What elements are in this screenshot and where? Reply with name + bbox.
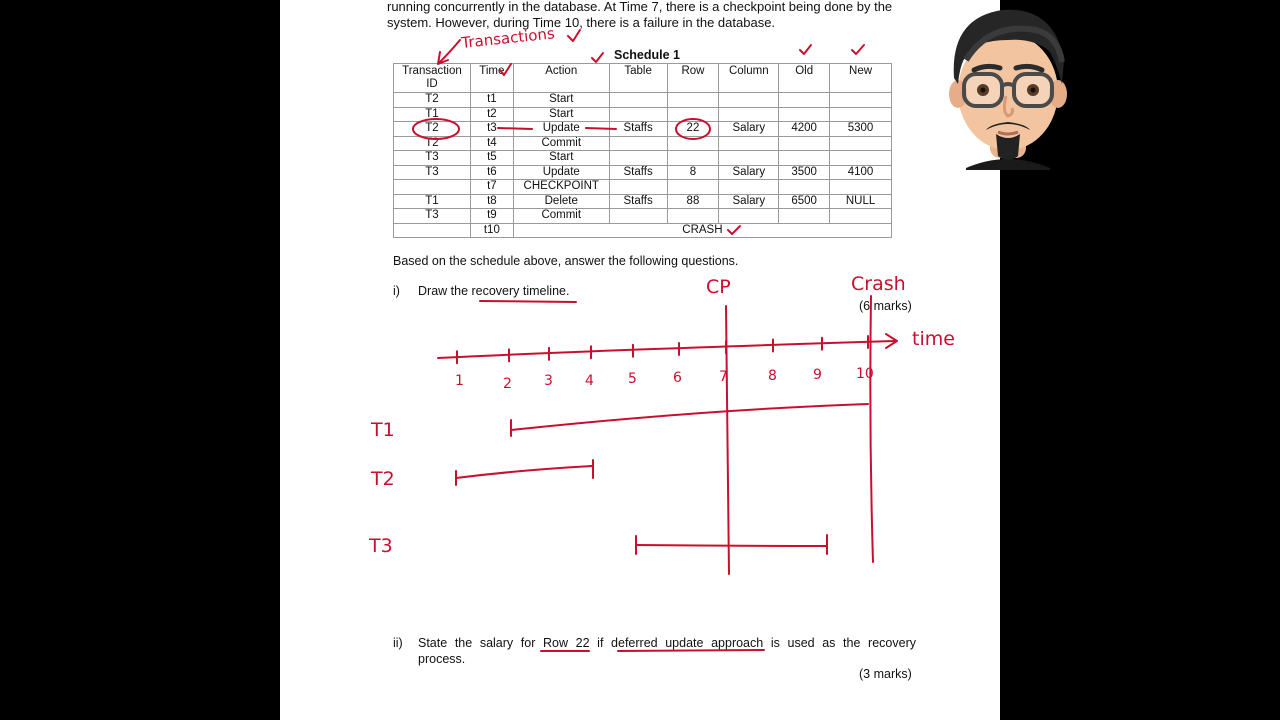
cell-time: t4 [470,136,513,151]
tick-label: 6 [673,370,682,386]
table-row [394,122,892,137]
table-row [394,194,892,209]
cell-action: Update [513,122,609,137]
lane-label-t1: T1 [371,419,395,441]
cell-row: 8 [667,165,719,180]
cell-column [719,209,779,224]
intro-paragraph [387,0,917,31]
cell-table: Staffs [609,194,667,209]
cell-old [779,180,830,195]
cell-table: Staffs [609,165,667,180]
cell-column: Salary [719,194,779,209]
cell-row [667,136,719,151]
tick-label: 1 [455,373,464,389]
cell-row [667,107,719,122]
cell-table [609,151,667,166]
cell-action: Start [513,107,609,122]
table-row [394,93,892,108]
table-row [394,180,892,195]
cell-new [830,151,892,166]
lane-label-t3: T3 [369,535,393,557]
cell-new [830,136,892,151]
question-1-text: Draw the recovery timeline. [418,284,570,298]
table-header-row [394,64,892,93]
questions-intro: Based on the schedule above, answer the following questions. [393,254,739,268]
cell-old: 4200 [779,122,830,137]
cell-column [719,180,779,195]
cell-table [609,107,667,122]
cell-row [667,151,719,166]
cell-tid: T3 [394,165,471,180]
cell-row: 22 [667,122,719,137]
tick-label: 2 [503,376,512,392]
cell-time: t7 [470,180,513,195]
tick-label: 3 [544,373,553,389]
cell-column [719,151,779,166]
cell-table [609,93,667,108]
cell-row [667,180,719,195]
crash-label-handwritten: Crash [851,273,906,295]
cell-time: t8 [470,194,513,209]
cell-tid: T3 [394,209,471,224]
cell-time: t6 [470,165,513,180]
cell-tid: T2 [394,122,471,137]
header-new: New [830,64,892,93]
cell-time: t3 [470,122,513,137]
intro-line-1: running concurrently in the database. At Time 7, there is a checkpoint being done by the [387,0,893,14]
cell-action: CHECKPOINT [513,180,609,195]
table-row [394,136,892,151]
cell-action: Update [513,165,609,180]
cell-row [667,93,719,108]
cell-time: t1 [470,93,513,108]
lane-label-t2: T2 [371,468,395,490]
cell-row [667,209,719,224]
cell-column [719,93,779,108]
tick-label: 5 [628,371,637,387]
worksheet-page [280,0,1000,720]
transactions-label: Transactions [460,24,556,52]
tick-label: 9 [813,367,822,383]
cell-old: 3500 [779,165,830,180]
table-row [394,209,892,224]
header-transaction-id: Transaction ID [394,64,471,93]
cell-tid: T1 [394,107,471,122]
cell-old [779,151,830,166]
table-row [394,107,892,122]
header-column: Column [719,64,779,93]
cell-tid [394,223,471,238]
header-action: Action [513,64,609,93]
question-2-number: ii) [393,636,403,650]
memoji-avatar-icon [936,0,1080,170]
cell-new: NULL [830,194,892,209]
question-2-marks: (3 marks) [859,667,912,681]
header-table: Table [609,64,667,93]
tick-label: 8 [768,368,777,384]
header-time: Time [470,64,513,93]
cell-tid: T1 [394,194,471,209]
schedule-table [393,63,892,238]
table-row [394,151,892,166]
cell-table: Staffs [609,122,667,137]
cell-new [830,180,892,195]
cell-action: Start [513,93,609,108]
cell-time: t10 [470,223,513,238]
cell-column [719,136,779,151]
question-1-marks: (6 marks) [859,299,912,313]
table-row-crash [394,223,892,238]
schedule-title: Schedule 1 [614,48,680,62]
cell-old [779,93,830,108]
intro-line-2: system. However, during Time 10, there is a failure in the database. [387,15,776,30]
cell-time: t2 [470,107,513,122]
cell-action: Delete [513,194,609,209]
table-row [394,165,892,180]
cell-action: Commit [513,136,609,151]
cell-new [830,107,892,122]
cell-tid: T2 [394,136,471,151]
time-label: time [912,328,955,350]
cell-tid [394,180,471,195]
cell-column [719,107,779,122]
tick-label: 4 [585,373,594,389]
question-2-line-2: process. [418,651,466,666]
cell-tid: T3 [394,151,471,166]
cell-column: Salary [719,165,779,180]
cp-label: CP [706,276,731,298]
cell-new: 4100 [830,165,892,180]
cell-table [609,209,667,224]
cell-tid: T2 [394,93,471,108]
cell-time: t5 [470,151,513,166]
cell-action: Commit [513,209,609,224]
tick-label: 10 [856,366,874,382]
question-1-number: i) [393,284,400,298]
cell-column: Salary [719,122,779,137]
cell-new [830,93,892,108]
cell-old [779,107,830,122]
cell-table [609,136,667,151]
cell-row: 88 [667,194,719,209]
question-2-text [418,636,916,667]
cell-new: 5300 [830,122,892,137]
cell-old [779,136,830,151]
cell-old: 6500 [779,194,830,209]
header-old: Old [779,64,830,93]
cell-time: t9 [470,209,513,224]
cell-new [830,209,892,224]
question-2-line-1: State the salary for Row 22 if deferred update approach is used as the recovery [418,636,916,650]
cell-table [609,180,667,195]
crash-label: CRASH [513,223,891,238]
header-row: Row [667,64,719,93]
tick-label: 7 [719,369,728,385]
cell-old [779,209,830,224]
cell-action: Start [513,151,609,166]
